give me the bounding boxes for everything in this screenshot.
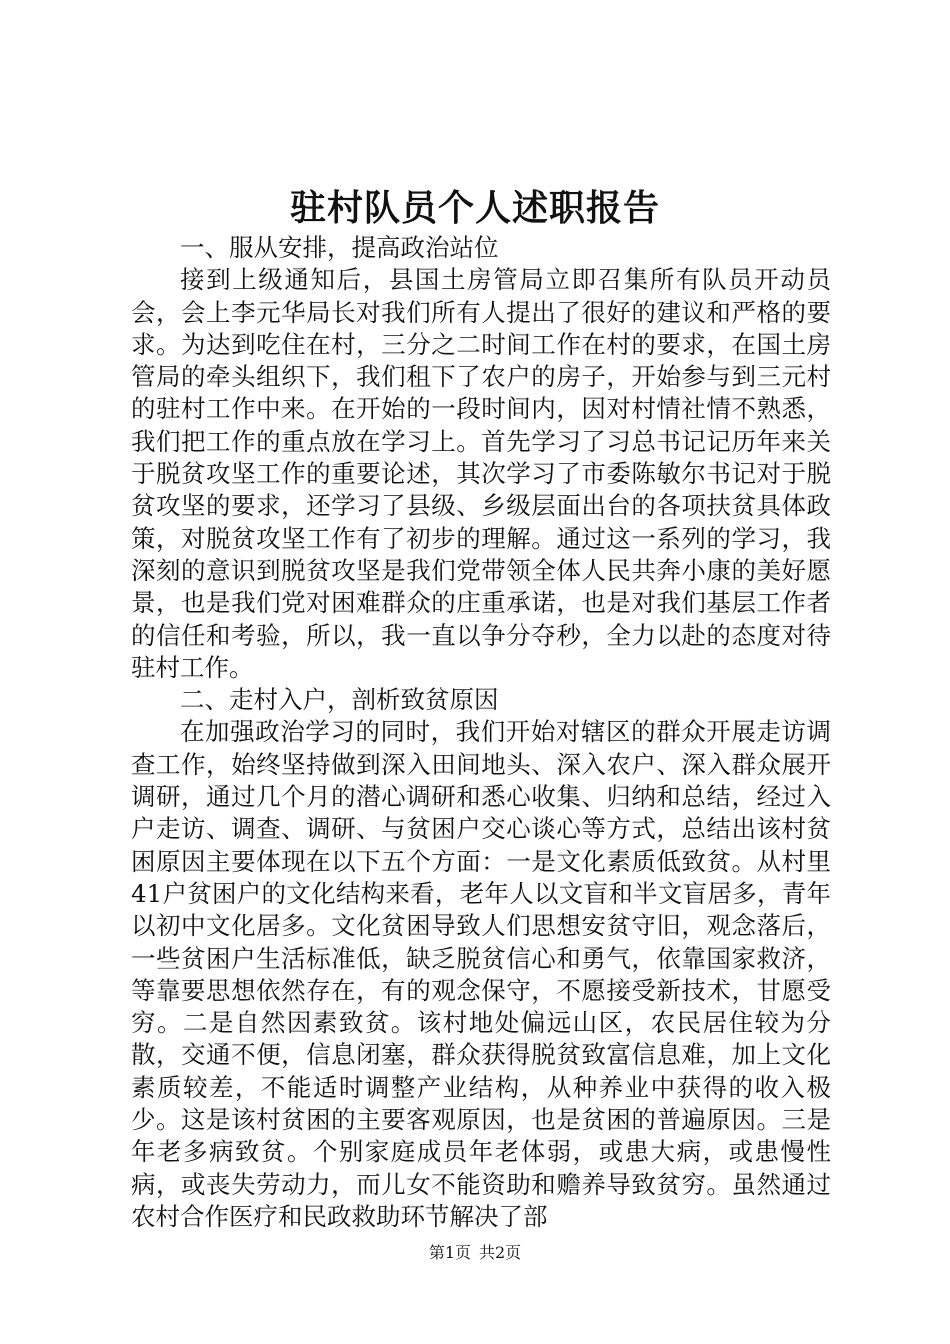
section-heading-2: 二、走村入户，剖析致贫原因 — [180, 685, 499, 715]
page-number: 第1页 — [428, 1243, 471, 1262]
document-body — [131, 232, 831, 1233]
page-footer — [0, 1242, 950, 1264]
section-heading-1: 一、服从安排，提高政治站位 — [180, 233, 499, 262]
page-total: 共2页 — [479, 1243, 522, 1262]
body-paragraph-2: 在加强政治学习的同时，我们开始对辖区的群众开展走访调查工作，始终坚持做到深入田间地头、深入农户、深入群众展开调研，通过几个月的潜心调研和悉心收集、归纳和总结，经过入户走访、调查、调研、与贫困户交心谈心等方式，总结出该村贫困原因主要体现在以下五个方面：一是文化素质低致贫。从村里41户贫困户的文化结构来看，老年人以文盲和半文盲居多，青年以初中文化居多。文化贫困导致人们思想安贫守旧，观念落后，一些贫困户生活标准低，缺乏脱贫信心和勇气，依靠国家救济，等靠要思想依然存在，有的观念保守，不愿接受新技术，甘愿受穷。二是自然因素致贫。该村地处偏远山区，农民居住较为分散，交通不便，信息闭塞，群众获得脱贫致富信息难，加上文化素质较差，不能适时调整产业结构，从种养业中获得的收入极少。这是该村贫困的主要客观原因，也是贫困的普遍原因。三是年老多病致贫。个别家庭成员年老体弱，或患大病，或患慢性病，或丧失劳动力，而儿女不能资助和赡养导致贫穷。虽然通过农村合作医疗和民政救助环节解决了部 — [131, 717, 831, 1231]
document-title: 驻村队员个人述职报告 — [289, 187, 660, 229]
body-paragraph-1: 接到上级通知后，县国土房管局立即召集所有队员开动员会，会上李元华局长对我们所有人提出了很好的建议和严格的要求。为达到吃住在村，三分之二时间工作在村的要求，在国土房管局的牵头组织下，我们租下了农户的房子，开始参与到三元村的驻村工作中来。在开始的一段时间内，因对村情社情不熟悉，我们把工作的重点放在学习上。首先学习了习总书记记历年来关于脱贫攻坚工作的重要论述，其次学习了市委陈敏尔书记对于脱贫攻坚的要求，还学习了县级、乡级层面出台的各项扶贫具体政策，对脱贫攻坚工作有了初步的理解。通过这一系列的学习，我深刻的意识到脱贫攻坚是我们党带领全体人民共奔小康的美好愿景，也是我们党对困难群众的庄重承诺，也是对我们基层工作者的信任和考验，所以，我一直以争分夺秒，全力以赴的态度对待驻村工作。 — [131, 265, 831, 682]
